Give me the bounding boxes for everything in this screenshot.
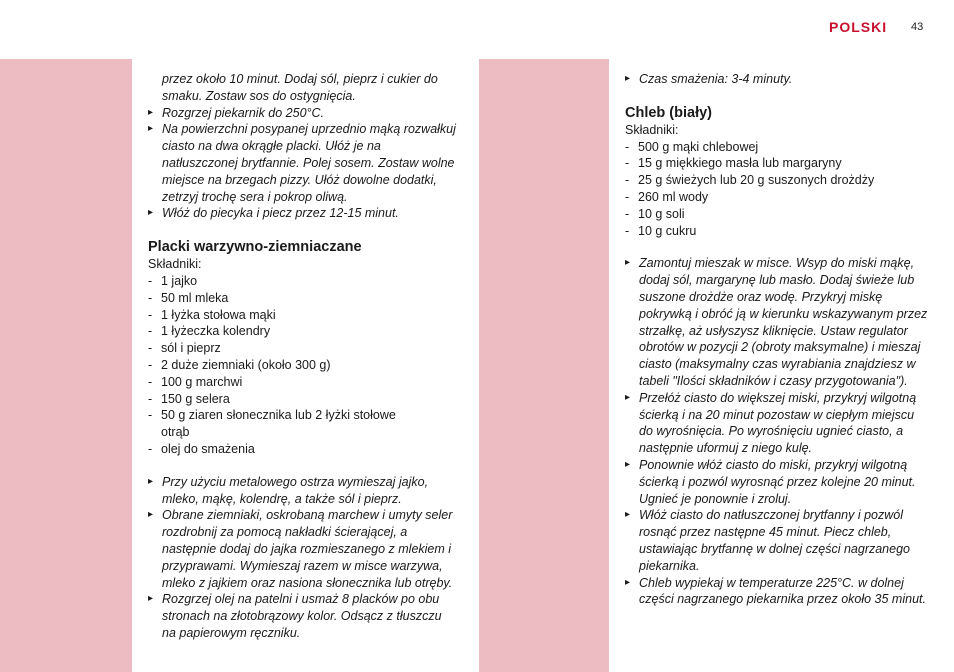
intro-step: ▸ Włóż do piecyka i piecz przez 12-15 minut. — [148, 205, 458, 222]
ingredient-item: - olej do smażenia — [148, 441, 458, 458]
recipe-step: ▸ Przełóż ciasto do większej miski, przykryj wilgotną ścierką i na 20 minut pozostaw w ciepłym miejscu do wyrośnięcia. Po wyrośnięciu ugnieć ciasto, a następnie uformuj z niego kulę. — [625, 390, 930, 457]
intro-continued-text: przez około 10 minut. Dodaj sól, pieprz i cukier do smaku. Zostaw sos do ostygnięcia. — [162, 72, 438, 103]
ingredient-item: - 10 g soli — [625, 206, 930, 223]
recipe-step: ▸ Rozgrzej olej na patelni i usmaż 8 placków po obu stronach na złotobrązowy kolor. Odsącz z tłuszczu na papierowym ręczniku. — [148, 591, 458, 641]
intro-step: ▸ Na powierzchni posypanej uprzednio mąką rozwałkuj ciasto na dwa okrągłe placki. Ułóż je na natłuszczonej brytfannie. Polej sosem. Zostaw wolne miejsce na brzegach pizzy. Ułóż dowolne dodatki, zetrzyj trochę sera i pokrop oliwą. — [148, 121, 458, 205]
ingredient-item: - 10 g cukru — [625, 223, 930, 240]
language-label: POLSKI — [829, 19, 888, 35]
recipe-step: ▸ Zamontuj mieszak w misce. Wsyp do miski mąkę, dodaj sól, margarynę lub masło. Dodaj świeże lub suszone drożdże oraz wodę. Przykryj miskę pokrywką i obróć ją w kierunku wskazywanym przez strzałkę, aż usłyszysz kliknięcie. Ustaw regulator obrotów w pozycji 2 (obroty maksymalne) i mieszaj ciasto (maksymalny czas wyrabiania znajdziesz w tabeli "Ilości składników i czasy przygotowania"). — [625, 255, 930, 389]
intro-step: ▸ Rozgrzej piekarnik do 250°C. — [148, 105, 458, 122]
ingredients-label: Składniki: — [625, 122, 679, 137]
recipe-title-chleb: Chleb (biały) — [625, 104, 713, 121]
ingredient-item: - 1 łyżka stołowa mąki — [148, 307, 458, 324]
ingredients-label: Składniki: — [148, 257, 202, 272]
left-margin-band — [0, 59, 132, 672]
ingredient-item: - 100 g marchwi — [148, 374, 458, 391]
ingredient-item: - 260 ml wody — [625, 189, 930, 206]
ingredient-item: - 150 g selera — [148, 391, 458, 408]
page-number: 43 — [911, 21, 924, 33]
right-column — [625, 71, 930, 608]
ingredient-item: - 1 jajko — [148, 273, 458, 290]
recipe-title-placki: Placki warzywno-ziemniaczane — [148, 239, 362, 256]
recipe-step: ▸ Włóż ciasto do natłuszczonej brytfanny i pozwól rosnąć przez następne 45 minut. Piecz chleb, ustawiając brytfannę w dolnej części nagrzanego piekarnika. — [625, 507, 930, 574]
ingredient-item: - 50 ml mleka — [148, 290, 458, 307]
ingredient-item: - 15 g miękkiego masła lub margaryny — [625, 155, 930, 172]
frying-time-note: ▸ Czas smażenia: 3-4 minuty. — [625, 71, 930, 88]
recipe-step: ▸ Obrane ziemniaki, oskrobaną marchew i umyty seler rozdrobnij za pomocą nakładki ścierającej, a następnie dodaj do jajka rozmieszanego z mlekiem i przyprawami. Wymieszaj razem w misce warzywa, mleko z jajkiem oraz nasiona słonecznika lub otręby. — [148, 507, 458, 591]
recipe-step: ▸ Przy użyciu metalowego ostrza wymieszaj jajko, mleko, mąkę, kolendrę, a także sól i pieprz. — [148, 474, 458, 508]
left-column — [148, 71, 458, 642]
recipe-step: ▸ Chleb wypiekaj w temperaturze 225°C. w dolnej części nagrzanego piekarnika przez około 35 minut. — [625, 575, 930, 609]
right-margin-band — [479, 59, 609, 672]
ingredient-item: - 500 g mąki chlebowej — [625, 139, 930, 156]
ingredient-item: - 25 g świeżych lub 20 g suszonych drożdży — [625, 172, 930, 189]
ingredient-item: - sól i pieprz — [148, 340, 458, 357]
ingredient-item: - 2 duże ziemniaki (około 300 g) — [148, 357, 458, 374]
ingredient-item: - 50 g ziaren słonecznika lub 2 łyżki stołowe otrąb — [148, 407, 401, 441]
ingredient-item: - 1 łyżeczka kolendry — [148, 323, 458, 340]
recipe-step: ▸ Ponownie włóż ciasto do miski, przykryj wilgotną ścierką i pozwól wyrosnąć przez kolejne 20 minut. Ugnieć je ponownie i zroluj. — [625, 457, 930, 507]
